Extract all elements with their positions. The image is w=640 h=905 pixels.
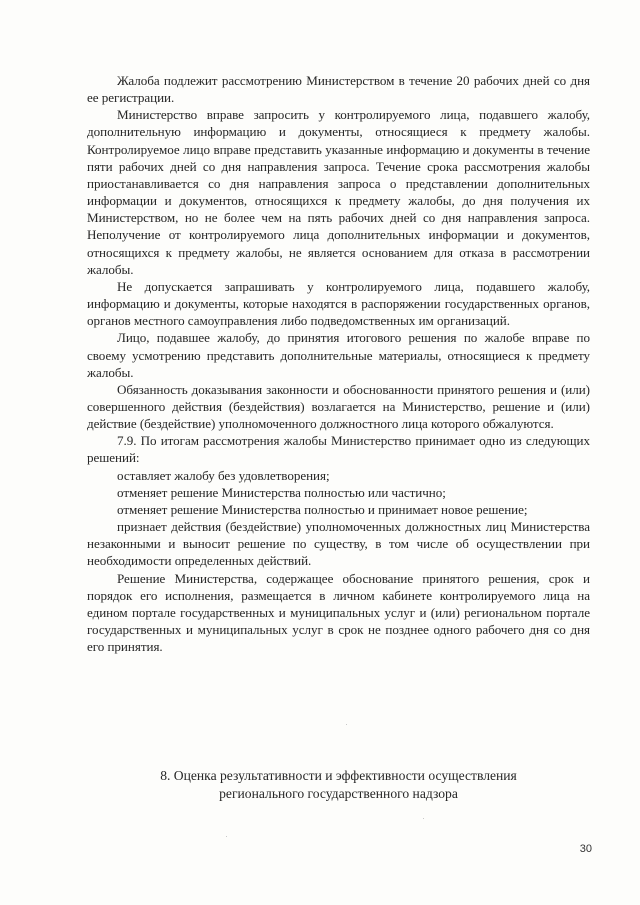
section-heading-line-1: 8. Оценка результативности и эффективности осуществления bbox=[160, 768, 517, 783]
page-number: 30 bbox=[579, 843, 592, 855]
scan-speck bbox=[226, 836, 227, 837]
scan-speck bbox=[423, 818, 424, 819]
paragraph-decision-publication: Решение Министерства, содержащее обоснование принятого решения, срок и порядок его исполнения, размещается в личном кабинете контролируемого лица на едином портале государственных и муниципальных услуг и (или) региональном портале государственных и муниципальных услуг в срок не позднее одного рабочего дня со дня его принятия. bbox=[87, 570, 590, 655]
document-body bbox=[87, 72, 590, 655]
section-heading bbox=[87, 767, 590, 803]
paragraph-additional-materials: Лицо, подавшее жалобу, до принятия итогового решения по жалобе вправе по своему усмотрению представить дополнительные материалы, относящиеся к предмету жалобы. bbox=[87, 330, 590, 380]
paragraph-ministry-request: Министерство вправе запросить у контролируемого лица, подавшего жалобу, дополнительную информацию и документы, относящиеся к предмету жалобы. Контролируемое лицо вправе представить указанные информацию и документы в течение пяти рабочих дней со дня направления запроса. Течение срока рассмотрения жалобы приостанавливается со дня направления запроса о представлении дополнительных информации и документов, относящихся к предмету жалобы, до дня получения их Министерством, но не более чем на пять рабочих дней со дня направления запроса. Неполучение от контролируемого лица дополнительных информации и документов, относящихся к предмету жалобы, не является основанием для отказа в рассмотрении жалобы. bbox=[87, 107, 590, 277]
section-heading-line-2: регионального государственного надзора bbox=[219, 786, 458, 801]
decision-item-cancel-new: отменяет решение Министерства полностью и принимает новое решение; bbox=[117, 501, 528, 517]
paragraph-7-9-decisions: 7.9. По итогам рассмотрения жалобы Министерство принимает одно из следующих решений: bbox=[87, 433, 590, 466]
decision-item-unlawful: признает действия (бездействие) уполномоченных должностных лиц Министерства незаконными и выносит решение по существу, в том числе об осуществлении при необходимости определенных действий. bbox=[87, 519, 590, 569]
paragraph-complaint-term: Жалоба подлежит рассмотрению Министерством в течение 20 рабочих дней со дня ее регистрации. bbox=[87, 73, 590, 106]
paragraph-burden-of-proof: Обязанность доказывания законности и обоснованности принятого решения и (или) совершенного действия (бездействия) возлагается на Министерство, решение и (или) действие (бездействие) уполномоченного должностного лица которого обжалуются. bbox=[87, 381, 590, 432]
decision-item-reject: оставляет жалобу без удовлетворения; bbox=[117, 467, 330, 483]
scan-speck bbox=[346, 724, 347, 725]
paragraph-not-allowed-request: Не допускается запрашивать у контролируемого лица, подавшего жалобу, информацию и документы, которые находятся в распоряжении государственных органов, органов местного самоуправления либо подведомственных им организаций. bbox=[87, 278, 590, 329]
decision-item-cancel-partial: отменяет решение Министерства полностью или частично; bbox=[117, 484, 446, 500]
